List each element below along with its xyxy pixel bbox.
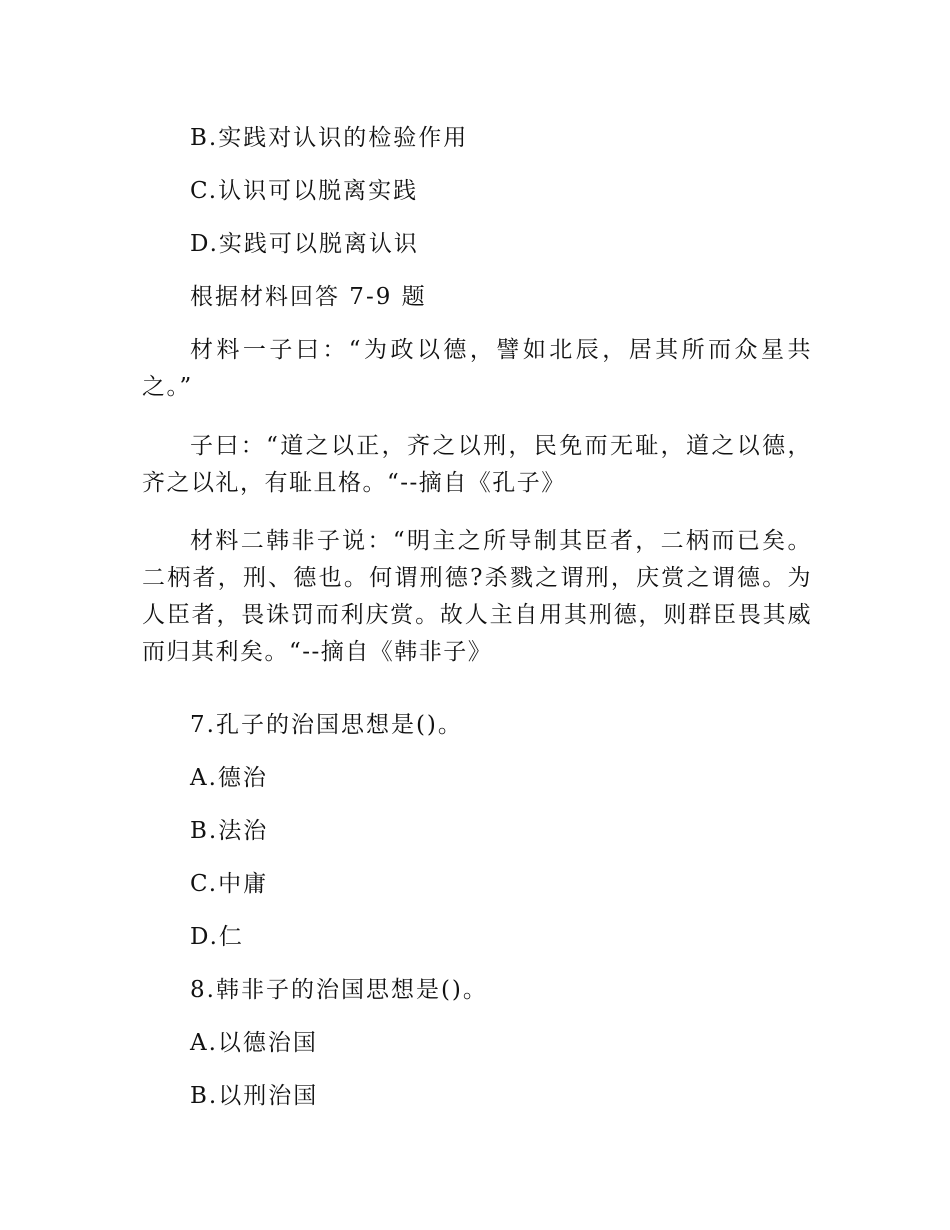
question-7: 7.孔子的治国思想是()。 [190, 712, 463, 738]
option-q6-d: D.实践可以脱离认识 [190, 231, 419, 257]
option-q7-b: B.法治 [190, 818, 269, 844]
material-two-quote: 材料二韩非子说：“明主之所导制其臣者，二柄而已矣。二柄者，刑、德也。何谓刑德?杀戮之谓刑，庆赏之谓德。为人臣者，畏诛罚而利庆赏。故人主自用其刑德，则群臣畏其威而归其利矣。“--摘自《韩非子》 [142, 528, 812, 665]
option-q6-c: C.认识可以脱离实践 [190, 178, 419, 204]
section-intro: 根据材料回答 7-9 题 [190, 284, 427, 310]
option-q6-b: B.实践对认识的检验作用 [190, 125, 469, 151]
option-q7-d: D.仁 [190, 924, 244, 950]
question-8: 8.韩非子的治国思想是()。 [190, 977, 488, 1003]
material-one-quote-1: 材料一子曰：“为政以德，譬如北辰，居其所而众星共之。” [142, 337, 812, 400]
option-q8-a: A.以德治国 [190, 1030, 318, 1056]
option-q8-b: B.以刑治国 [190, 1083, 319, 1109]
option-q7-c: C.中庸 [190, 871, 269, 897]
option-q7-a: A.德治 [190, 765, 268, 791]
material-one-quote-2: 子曰：“道之以正，齐之以刑，民免而无耻，道之以德，齐之以礼，有耻且格。“--摘自《孔子》 [142, 433, 812, 496]
